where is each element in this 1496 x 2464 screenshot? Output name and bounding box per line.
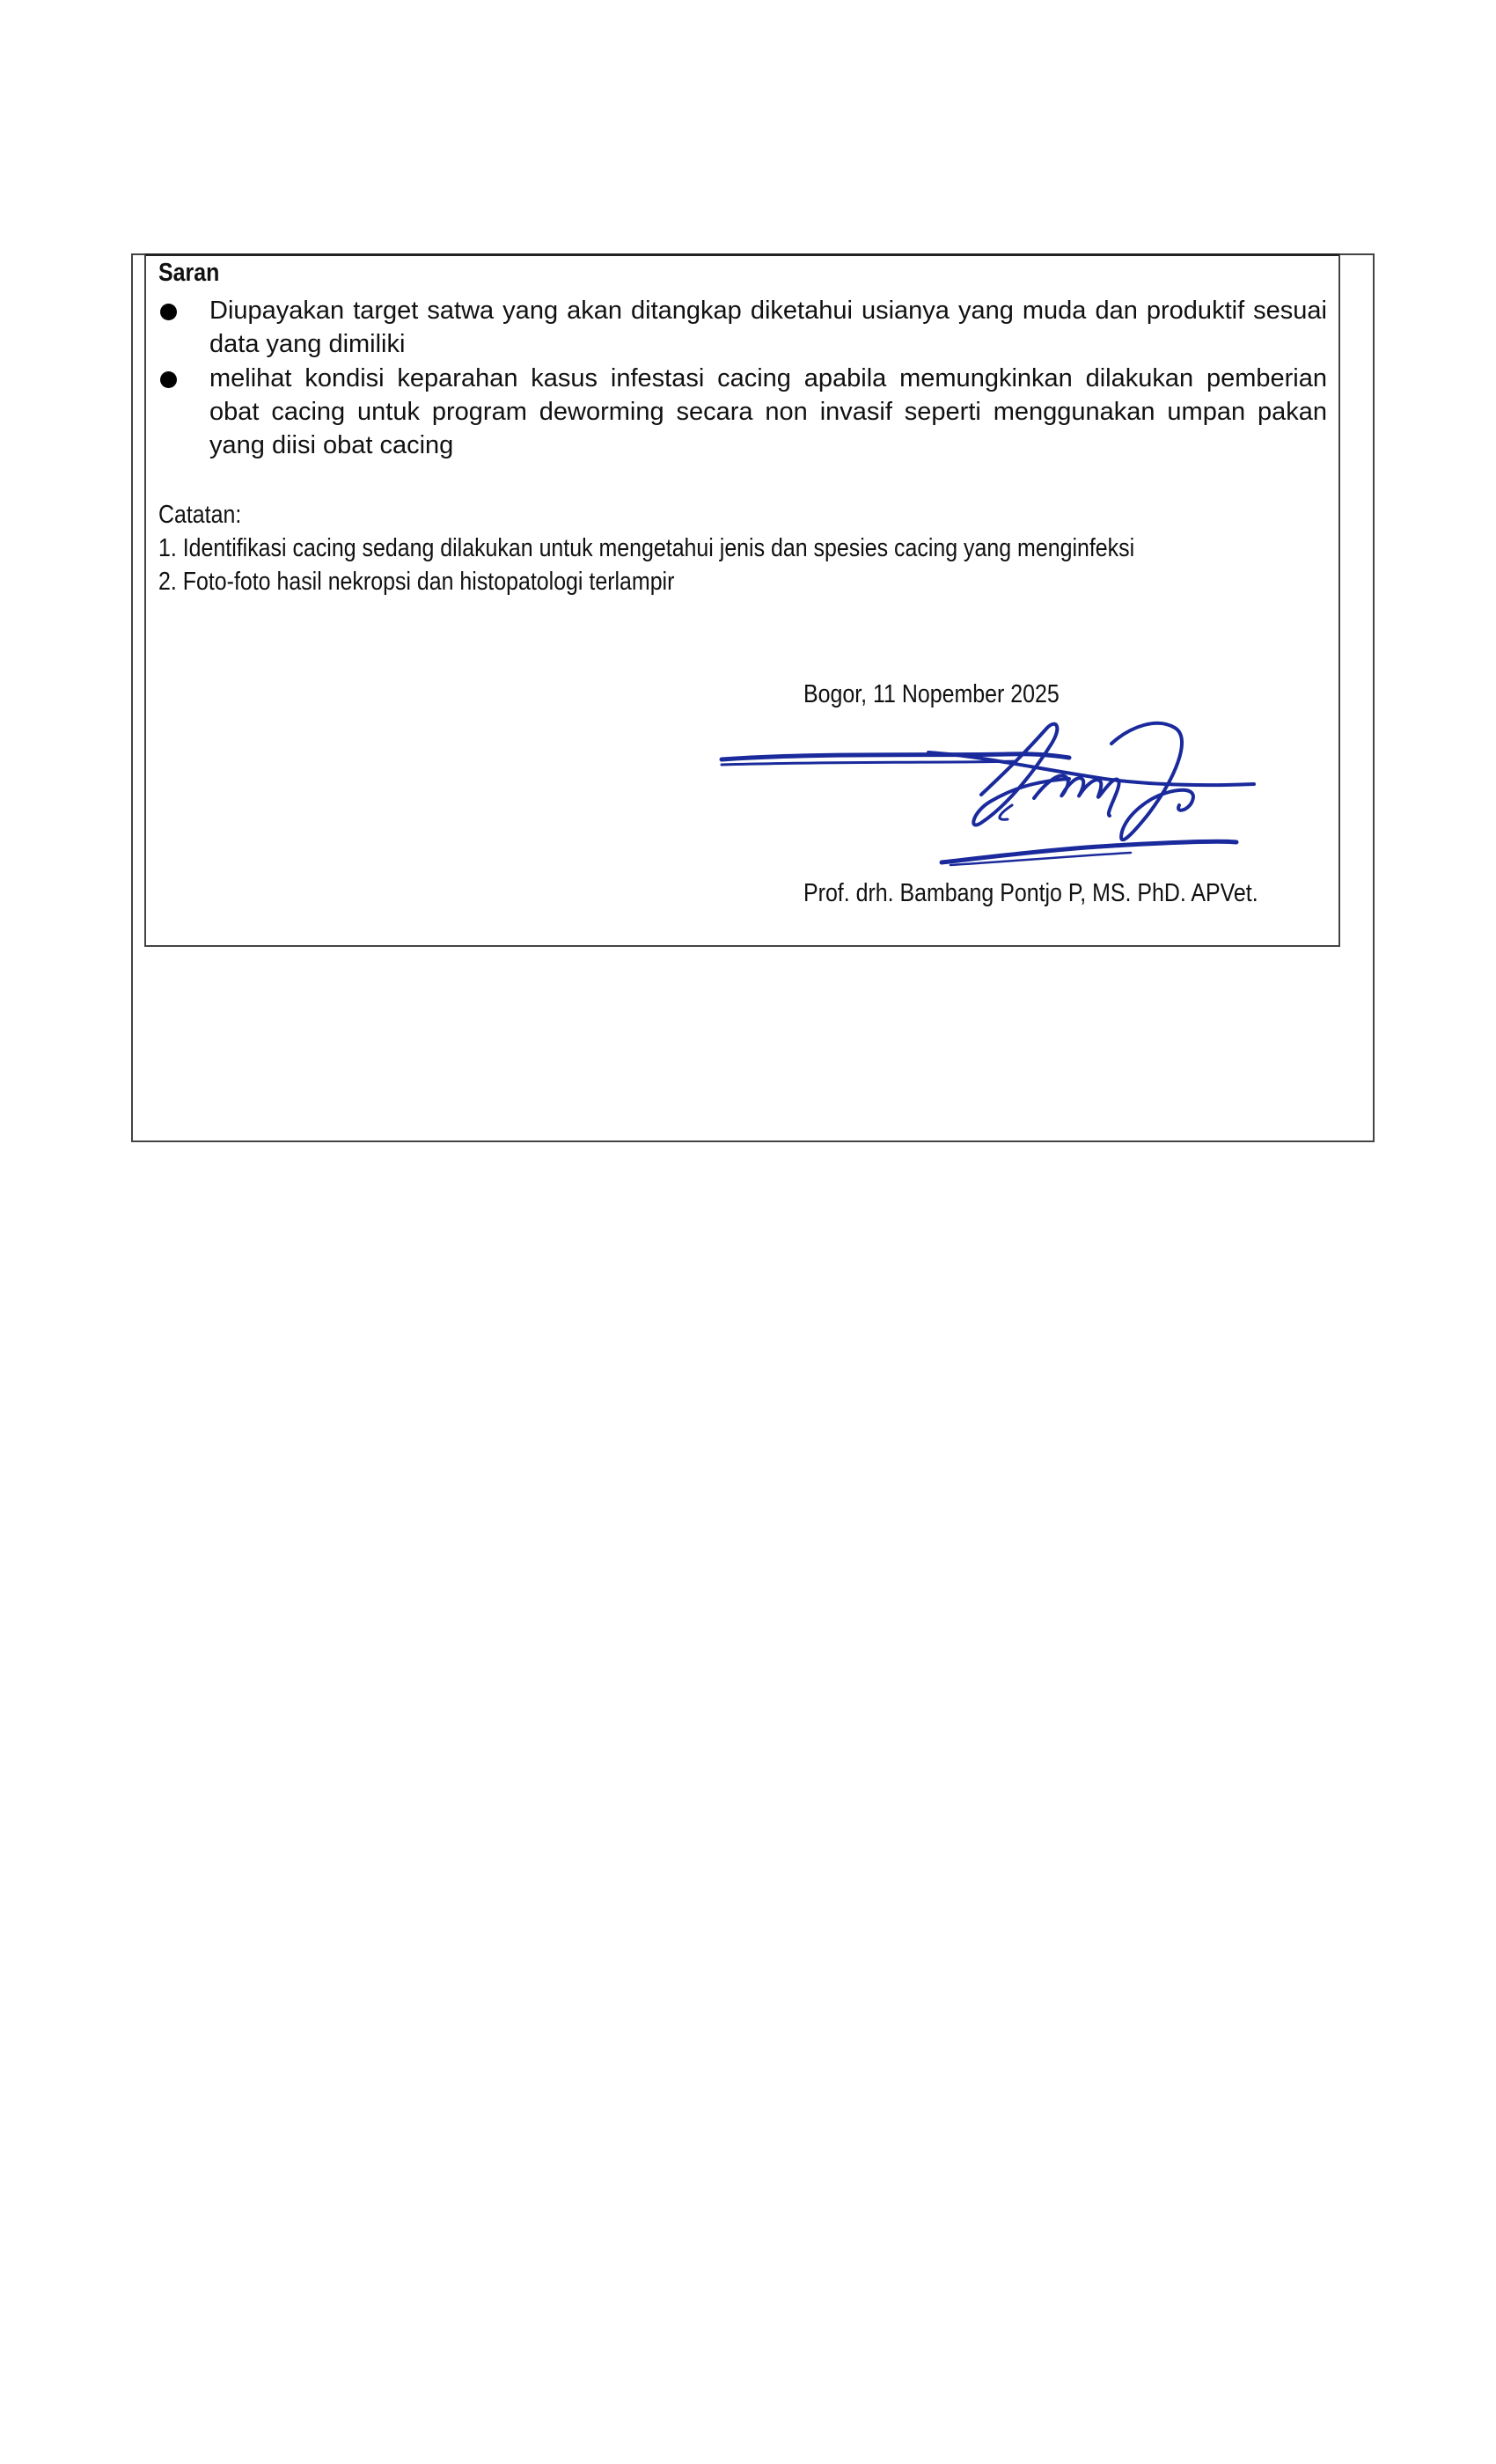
- catatan-item-1: 1. Identifikasi cacing sedang dilakukan untuk mengetahui jenis dan spesies cacing yang menginfeksi: [158, 534, 1135, 562]
- catatan-item-2: 2. Foto-foto hasil nekropsi dan histopatologi terlampir: [158, 568, 675, 596]
- saran-item-2: melihat kondisi keparahan kasus infestasi cacing apabila memungkinkan dilakukan pemberian obat cacing untuk program deworming secara non invasif seperti menggunakan umpan pakan yang diisi obat cacing: [209, 364, 1327, 459]
- handwritten-signature: [717, 717, 1258, 871]
- bullet-icon: [160, 371, 177, 388]
- signatory-name: Prof. drh. Bambang Pontjo P, MS. PhD. APVet.: [803, 879, 1258, 907]
- saran-heading: Saran: [158, 259, 220, 287]
- signature-place-date: Bogor, 11 Nopember 2025: [803, 680, 1060, 708]
- saran-item-1: Diupayakan target satwa yang akan ditangkap diketahui usianya yang muda dan produktif sesuai data yang dimiliki: [209, 297, 1327, 358]
- bullet-icon: [160, 304, 177, 320]
- catatan-heading: Catatan:: [158, 501, 242, 529]
